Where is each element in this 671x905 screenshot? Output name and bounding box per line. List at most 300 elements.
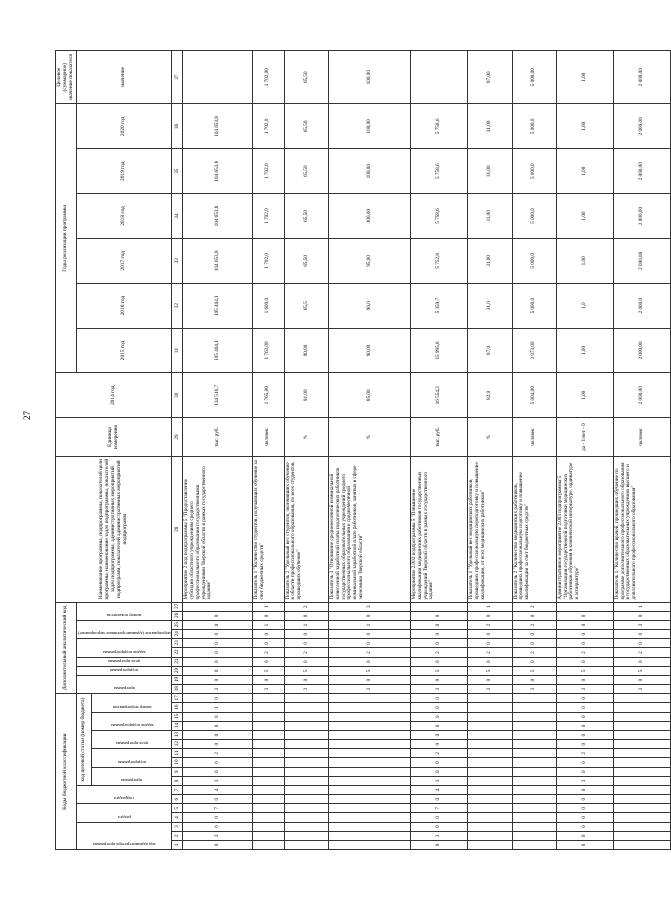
table-row <box>411 51 468 850</box>
column-number: 26 <box>172 611 183 620</box>
table-row <box>252 51 284 850</box>
year-value: 1 763,00 <box>252 328 284 373</box>
analytic-group-header: Дополнительный аналитический код <box>56 602 77 694</box>
year-value: 2 000,00 <box>613 194 670 239</box>
code-cell: 0 <box>556 621 613 630</box>
year-value: 5 758,6 <box>411 149 468 194</box>
code-cell <box>252 730 284 739</box>
code-cell: 7 <box>411 804 468 813</box>
year-value: 105 404,1 <box>183 283 253 328</box>
admin-header: код администратора программы <box>76 822 172 849</box>
year-value: 5 758,6 <box>411 104 468 149</box>
column-number: 15 <box>172 712 183 721</box>
code-cell <box>512 813 556 822</box>
code-cell <box>284 740 328 749</box>
column-number: 33 <box>172 238 183 283</box>
code-cell: 0 <box>329 657 411 666</box>
code-cell: 0 <box>252 675 284 684</box>
year-value: 2 000,00 <box>613 238 670 283</box>
code-cell <box>329 785 411 794</box>
column-number: 3 <box>172 822 183 831</box>
code-cell <box>468 767 512 776</box>
year-value: 2 000,0 <box>613 283 670 328</box>
column-number: 16 <box>172 703 183 712</box>
code-cell: 0 <box>411 630 468 639</box>
code-cell: 3 <box>468 685 512 694</box>
column-number: 13 <box>172 730 183 739</box>
code-cell: 0 <box>556 767 613 776</box>
unit-cell: человек <box>613 418 670 457</box>
code-cell <box>411 602 468 611</box>
base-year-value: 5 004,00 <box>512 373 556 418</box>
year-value: 100,00 <box>329 104 411 149</box>
code-cell: 0 <box>183 795 253 804</box>
code-cell: 0 <box>411 703 468 712</box>
code-cell <box>252 758 284 767</box>
table-row <box>613 51 670 850</box>
code-cell <box>556 602 613 611</box>
code-cell <box>468 785 512 794</box>
code-cell <box>468 776 512 785</box>
column-number: 4 <box>172 813 183 822</box>
column-number: 9 <box>172 767 183 776</box>
code-cell: 0 <box>411 740 468 749</box>
code-cell: 0 <box>411 694 468 703</box>
code-cell: 2 <box>183 749 253 758</box>
year-value: 15 995,8 <box>411 328 468 373</box>
code-cell <box>252 740 284 749</box>
code-cell <box>284 840 328 849</box>
indicator-name: Мероприятие 2 под подпрограммы 5 "Предоставление субсидии областного учреждениям среднего профессионального образования государственными учреждениями Тверской области в рамках государственного задания" <box>183 456 253 602</box>
unit-cell: % <box>329 418 411 457</box>
code-cell <box>468 721 512 730</box>
years-group-header: Годы реализации программы <box>56 104 77 373</box>
code-cell <box>284 730 328 739</box>
code-cell: 2 <box>411 749 468 758</box>
code-cell <box>284 822 328 831</box>
year-value: 2 000,00 <box>613 104 670 149</box>
code-cell <box>613 749 670 758</box>
year-2017-header: 2017 год <box>76 238 172 283</box>
code-cell: 5 <box>411 666 468 675</box>
code-cell <box>512 831 556 840</box>
code-cell: 0 <box>512 639 556 648</box>
year-value: 105 404,1 <box>183 328 253 373</box>
column-number: 14 <box>172 721 183 730</box>
column-number: 1 <box>172 840 183 849</box>
year-value: 5 000,0 <box>512 238 556 283</box>
target-value <box>183 51 253 104</box>
code-cell: 0 <box>556 703 613 712</box>
target-value: 100,00 <box>329 51 411 104</box>
year-value: 1,00 <box>556 238 613 283</box>
indicator-name: Мероприятие 2.002 подпрограммы 5 "Повышение квалификации медицинских работников государственных учреждений Тверской области в рамках государственного задания" <box>411 456 468 602</box>
year-value: 2 000,00 <box>613 328 670 373</box>
year-value: 1,0 <box>556 283 613 328</box>
column-number: 37 <box>172 51 183 104</box>
code-cell <box>468 703 512 712</box>
base-year-value: 2 000,00 <box>613 373 670 418</box>
code-cell <box>329 822 411 831</box>
year-value: 100,00 <box>329 194 411 239</box>
code-cell: 4 <box>411 785 468 794</box>
code-cell: 2 <box>512 602 556 611</box>
code-cell: 0 <box>183 694 253 703</box>
code-cell <box>252 804 284 813</box>
year-value: 1,00 <box>556 328 613 373</box>
indicator-name: Показатель 2 "Количество медицинских работников, прошедших профессиональную подготовку и повышение квалификации за счет бюджетных средств" <box>512 456 556 602</box>
code-cell: 0 <box>556 630 613 639</box>
code-cell <box>613 822 670 831</box>
code-cell: 0 <box>613 630 670 639</box>
code-cell: 0 <box>183 648 253 657</box>
indicator-name: Показатель 1 "Количество студентов, получающих обучение за счет бюджетных средств" <box>252 456 284 602</box>
code-cell: 0 <box>512 675 556 684</box>
code-cell: 0 <box>613 611 670 620</box>
code-cell: 2 <box>252 648 284 657</box>
code-cell <box>468 758 512 767</box>
code-cell: 2 <box>411 648 468 657</box>
code-cell: 0 <box>468 611 512 620</box>
code-cell <box>329 831 411 840</box>
code-cell: 0 <box>556 639 613 648</box>
code-cell: 3 <box>411 776 468 785</box>
code-cell <box>252 694 284 703</box>
code-cell: 0 <box>411 712 468 721</box>
code-cell <box>468 840 512 849</box>
table-row <box>284 51 328 850</box>
year-value: 1,00 <box>556 104 613 149</box>
code-cell: 4 <box>183 785 253 794</box>
code-cell <box>284 703 328 712</box>
base-year-header: 2014 год <box>56 373 172 418</box>
code-cell <box>252 831 284 840</box>
column-number: 28 <box>172 456 183 602</box>
target-value: 87,00 <box>468 51 512 104</box>
name-header: Наименование программы, подпрограммы, показателей цели программы, наименование задач подпрограммы, показателей задач подпрограммы, административных мероприятий подпрограмм, показателей административных мероприятий подпрограмм <box>56 456 172 602</box>
table-row <box>512 51 556 850</box>
code-cell <box>284 776 328 785</box>
table-row <box>468 51 512 850</box>
target-value: 5 000,00 <box>512 51 556 104</box>
code-cell: 0 <box>411 767 468 776</box>
code-cell <box>613 831 670 840</box>
code-cell <box>284 795 328 804</box>
code-cell <box>512 740 556 749</box>
code-cell <box>252 712 284 721</box>
code-cell: 5 <box>468 666 512 675</box>
kcsr-program-header: программа <box>92 767 172 785</box>
code-cell <box>329 767 411 776</box>
analytic-indicator-header: номер показателя <box>76 602 172 620</box>
unit-cell: да - 1/нет - 0 <box>556 418 613 457</box>
code-cell <box>329 776 411 785</box>
code-cell: 0 <box>556 822 613 831</box>
code-cell <box>468 740 512 749</box>
year-value: 5 000,0 <box>512 104 556 149</box>
code-cell: 0 <box>183 813 253 822</box>
code-cell <box>613 694 670 703</box>
unit-cell: % <box>468 418 512 457</box>
year-value: 31,00 <box>468 104 512 149</box>
code-cell: 2 <box>284 602 328 611</box>
code-cell: 2 <box>556 648 613 657</box>
code-cell: 0 <box>183 758 253 767</box>
code-cell <box>329 703 411 712</box>
code-cell: 0 <box>411 721 468 730</box>
code-cell: 0 <box>468 639 512 648</box>
code-cell: 0 <box>183 621 253 630</box>
column-number: 32 <box>172 283 183 328</box>
column-number: 25 <box>172 621 183 630</box>
code-cell: 2 <box>556 749 613 758</box>
target-value: 1 702,00 <box>252 51 284 104</box>
year-value: 2 000,00 <box>613 149 670 194</box>
base-year-value: 1,00 <box>556 373 613 418</box>
code-cell <box>468 831 512 840</box>
code-cell: 0 <box>556 611 613 620</box>
code-cell <box>468 712 512 721</box>
analytic-task-header: задача подпрограммы <box>76 639 172 657</box>
code-cell: 0 <box>556 675 613 684</box>
unit-cell: тыс. руб. <box>411 418 468 457</box>
year-value: 90,00 <box>284 328 328 373</box>
code-cell: 1 <box>252 621 284 630</box>
column-number: 24 <box>172 630 183 639</box>
code-cell: 0 <box>556 721 613 730</box>
code-cell <box>613 776 670 785</box>
year-value: 104 653,8 <box>183 149 253 194</box>
year-value: 65,50 <box>284 104 328 149</box>
code-cell <box>329 804 411 813</box>
kcsr-event-header: номер мероприятия <box>92 694 172 712</box>
code-cell: 0 <box>183 675 253 684</box>
code-cell: 7 <box>183 804 253 813</box>
column-number: 35 <box>172 149 183 194</box>
code-cell: 0 <box>329 639 411 648</box>
code-cell <box>329 813 411 822</box>
column-number: 18 <box>172 685 183 694</box>
kcsr-task-header: задача подпрограммы <box>92 712 172 730</box>
code-cell <box>613 840 670 849</box>
code-cell <box>512 840 556 849</box>
code-cell: 0 <box>512 611 556 620</box>
year-2019-header: 2019 год <box>76 149 172 194</box>
code-cell: 0 <box>411 611 468 620</box>
code-cell: 0 <box>468 675 512 684</box>
code-cell: 0 <box>252 630 284 639</box>
column-number: 12 <box>172 740 183 749</box>
code-cell <box>252 776 284 785</box>
code-cell <box>284 813 328 822</box>
code-cell <box>512 721 556 730</box>
code-cell <box>468 730 512 739</box>
code-cell: 0 <box>411 822 468 831</box>
code-cell <box>329 712 411 721</box>
code-cell <box>252 749 284 758</box>
code-cell: 0 <box>183 721 253 730</box>
kcsr-goal-header: цель программы <box>92 730 172 748</box>
year-value: 31,00 <box>468 149 512 194</box>
code-cell: 2 <box>512 621 556 630</box>
code-cell <box>512 795 556 804</box>
year-value: 5 752,8 <box>411 238 468 283</box>
code-cell <box>329 795 411 804</box>
code-cell <box>252 767 284 776</box>
code-cell <box>613 703 670 712</box>
code-cell: 3 <box>613 621 670 630</box>
code-cell: 3 <box>556 776 613 785</box>
code-cell: 2 <box>329 648 411 657</box>
target-group-header: Целевое (суммарное) значение показателя <box>56 51 77 104</box>
code-cell: 3 <box>284 685 328 694</box>
base-year-value: 85,00 <box>329 373 411 418</box>
unit-cell: тыс. руб. <box>183 418 253 457</box>
column-number: 5 <box>172 804 183 813</box>
code-cell: 0 <box>468 657 512 666</box>
code-cell <box>613 804 670 813</box>
code-cell <box>613 730 670 739</box>
year-value: 5 000,0 <box>512 194 556 239</box>
code-cell: 0 <box>252 611 284 620</box>
base-year-value: 91,00 <box>284 373 328 418</box>
code-cell <box>613 767 670 776</box>
code-cell <box>468 813 512 822</box>
year-value: 1,00 <box>556 149 613 194</box>
year-value: 65,5 <box>284 283 328 328</box>
base-year-value: 82,0 <box>468 373 512 418</box>
code-cell <box>252 822 284 831</box>
code-cell <box>252 785 284 794</box>
code-cell: 0 <box>556 831 613 840</box>
year-value: 65,50 <box>284 238 328 283</box>
code-cell <box>252 703 284 712</box>
indicator-name: Показатель 3 "Отношение среднемесячной номинальной начисленной заработной платы педагогических работников государственных образовательных учреждений среднего профессионального образования к среднемесячной номинальной заработной плате работников, занятых в сфере экономики Тверской области" <box>329 456 411 602</box>
code-cell <box>284 712 328 721</box>
code-cell <box>284 767 328 776</box>
code-cell <box>512 804 556 813</box>
year-value: 104 653,8 <box>183 238 253 283</box>
year-value: 1 702,0 <box>252 238 284 283</box>
year-2015-header: 2015 год <box>76 328 172 373</box>
year-2020-header: 2020 год <box>76 104 172 149</box>
code-cell <box>468 804 512 813</box>
column-number: 29 <box>172 418 183 457</box>
year-value: 1 600,0 <box>252 283 284 328</box>
code-cell: 0 <box>183 840 253 849</box>
code-cell: 5 <box>329 666 411 675</box>
code-cell <box>329 758 411 767</box>
code-cell: 1 <box>468 602 512 611</box>
code-cell: 5 <box>252 666 284 675</box>
code-cell <box>329 740 411 749</box>
code-cell: 1 <box>183 703 253 712</box>
base-year-value: 134 516,7 <box>183 373 253 418</box>
code-cell: 0 <box>556 804 613 813</box>
column-number: 6 <box>172 795 183 804</box>
code-cell: 0 <box>252 657 284 666</box>
code-cell: 0 <box>411 657 468 666</box>
code-cell: 3 <box>411 685 468 694</box>
code-cell: 1 <box>613 602 670 611</box>
base-year-value: 16 554,2 <box>411 373 468 418</box>
year-value: 5 758,6 <box>411 194 468 239</box>
code-cell: 0 <box>329 611 411 620</box>
code-cell: 0 <box>556 740 613 749</box>
target-value: 2 000,00 <box>613 51 670 104</box>
year-value: 1 702,0 <box>252 104 284 149</box>
code-cell: 0 <box>183 630 253 639</box>
code-cell <box>613 758 670 767</box>
year-value: 5 000,0 <box>512 283 556 328</box>
code-cell <box>512 776 556 785</box>
code-cell <box>468 749 512 758</box>
unit-cell: % <box>284 418 328 457</box>
year-value: 65,50 <box>284 149 328 194</box>
year-value: 100,00 <box>329 149 411 194</box>
column-number: 17 <box>172 694 183 703</box>
year-value: 31,00 <box>468 238 512 283</box>
code-cell: 3 <box>512 685 556 694</box>
code-cell: 2 <box>284 648 328 657</box>
code-cell <box>329 694 411 703</box>
year-value: 1 702,0 <box>252 149 284 194</box>
code-cell <box>468 795 512 804</box>
code-cell: 2 <box>468 621 512 630</box>
code-cell: 0 <box>613 639 670 648</box>
column-number: 8 <box>172 776 183 785</box>
code-cell: 0 <box>183 712 253 721</box>
code-cell: 0 <box>284 611 328 620</box>
code-cell: 1 <box>252 602 284 611</box>
code-cell: 3 <box>183 776 253 785</box>
code-cell: 0 <box>329 630 411 639</box>
code-cell: 0 <box>183 740 253 749</box>
table-body <box>183 51 671 850</box>
razdel-header: раздел <box>76 804 172 822</box>
column-number: 30 <box>172 373 183 418</box>
code-cell: 0 <box>411 639 468 648</box>
code-cell: 0 <box>556 813 613 822</box>
code-cell: 1 <box>284 621 328 630</box>
year-value: 95,00 <box>329 238 411 283</box>
code-cell: 5 <box>556 666 613 675</box>
column-number: 31 <box>172 328 183 373</box>
year-2016-header: 2016 год <box>76 283 172 328</box>
code-cell <box>284 785 328 794</box>
analytic-subprogram-header: подпрограмма <box>76 666 172 675</box>
year-value: 31,00 <box>468 194 512 239</box>
program-indicators-table <box>55 50 671 850</box>
code-cell <box>183 602 253 611</box>
code-cell: 0 <box>556 712 613 721</box>
header-row-1 <box>56 51 77 850</box>
code-cell: 0 <box>183 730 253 739</box>
year-value: 3 073,00 <box>512 328 556 373</box>
target-value-header: значение <box>76 51 172 104</box>
code-cell: 0 <box>252 639 284 648</box>
table-row <box>183 51 253 850</box>
code-cell <box>613 740 670 749</box>
code-cell: 0 <box>468 630 512 639</box>
column-number: 36 <box>172 104 183 149</box>
code-cell <box>284 758 328 767</box>
code-cell <box>329 840 411 849</box>
code-cell: 3 <box>252 685 284 694</box>
unit-cell: человек <box>252 418 284 457</box>
code-cell <box>512 712 556 721</box>
code-cell <box>284 804 328 813</box>
